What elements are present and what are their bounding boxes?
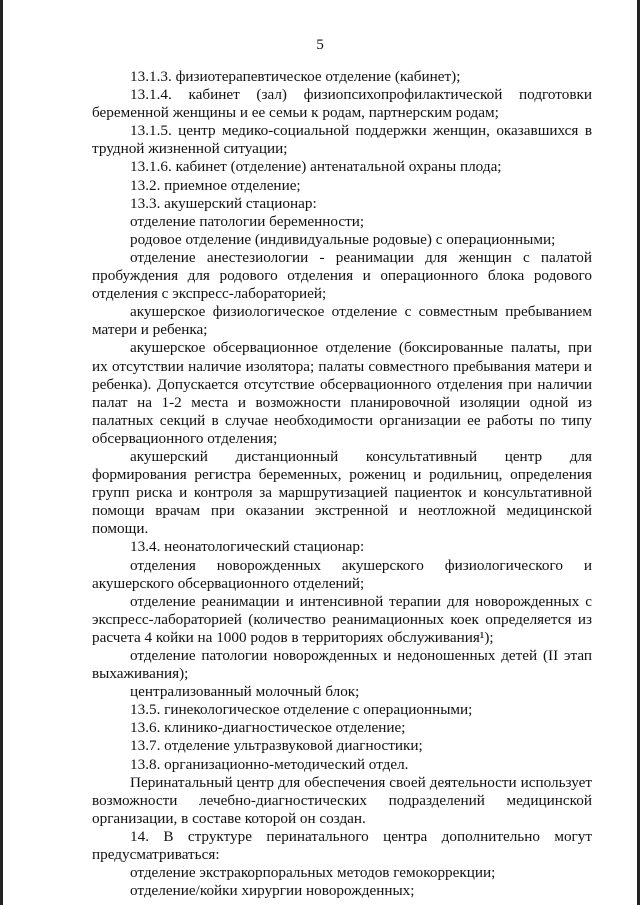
- paragraph: централизованный молочный блок;: [130, 683, 360, 701]
- paragraph: 13.1.3. физиотерапевтическое отделение (кабинет);: [130, 68, 461, 85]
- page-number: 5: [316, 36, 324, 53]
- paragraph: отделение экстракорпоральных методов гемокоррекции;: [130, 864, 496, 882]
- paragraph: родовое отделение (индивидуальные родовые) с операционными;: [130, 230, 556, 248]
- paragraph: 13.3. акушерский стационар:: [130, 194, 317, 212]
- paragraph: Перинатальный центр для обеспечения своей деятельности использует возможности лечебно-диагностических подразделений медицинской организации, в составе которой он создан.: [92, 773, 592, 827]
- paragraph: отделения новорожденных акушерского физиологического и акушерского обсервационного отделений;: [92, 556, 592, 592]
- paragraph: 13.8. организационно-методический отдел.: [130, 755, 409, 773]
- paragraph: акушерское физиологическое отделение с совместным пребыванием матери и ребенка;: [92, 303, 592, 339]
- paragraph: 13.1.6. кабинет (отделение) антенатальной охраны плода;: [130, 158, 502, 176]
- paragraph: 13.2. приемное отделение;: [130, 176, 301, 194]
- paragraph: акушерское обсервационное отделение (боксированные палаты, при их отсутствии наличие изолятора; палаты совместного пребывания матери и ребенка). Допускается отсутствие обсервационного отделения при наличии палат на 1-2 места и возможности планировочной изоляции одной из палатных секций в случае необходимости организации ее работы по типу обсервационного отделения;: [92, 339, 592, 447]
- paragraph: 13.1.5. центр медико-социальной поддержки женщин, оказавшихся в трудной жизненной ситуации;: [92, 122, 592, 158]
- paragraph: 13.1.4. кабинет (зал) физиопсихопрофилактической подготовки беременной женщины и ее семьи к родам, партнерским родам;: [92, 86, 592, 122]
- document-body: [92, 68, 592, 900]
- paragraph: отделение анестезиологии - реанимации для женщин с палатой пробуждения для родового отделения и операционного блока родового отделения с экспресс-лабораторией;: [92, 248, 592, 303]
- paragraph: 13.6. клинико-диагностическое отделение;: [130, 719, 406, 737]
- paragraph: акушерский дистанционный консультативный центр для формирования регистра беременных, рожениц и родильниц, определения групп риска и контроля за маршрутизацией пациенток и консультативной помощи врачам при оказании экстренной и неотложной медицинской помощи.: [92, 447, 592, 538]
- paragraph: 14. В структуре перинатального центра дополнительно могут предусматриваться:: [92, 827, 592, 864]
- paragraph: отделение патологии новорожденных и недоношенных детей (II этап выхаживания);: [92, 647, 592, 683]
- paragraph: отделение/койки хирургии новорожденных;: [130, 882, 415, 900]
- paragraph: 13.5. гинекологическое отделение с операционными;: [130, 701, 473, 719]
- paragraph: 13.4. неонатологический стационар:: [130, 538, 365, 556]
- paragraph: отделение патологии беременности;: [130, 212, 365, 230]
- scan-edge-left: [0, 0, 3, 905]
- paragraph: 13.7. отделение ультразвуковой диагностики;: [130, 737, 423, 755]
- paragraph: отделение реанимации и интенсивной терапии для новорожденных с экспресс-лабораторией (количество реанимационных коек определяется из расчета 4 койки на 1000 родов в территориях обслуживания¹);: [92, 592, 592, 646]
